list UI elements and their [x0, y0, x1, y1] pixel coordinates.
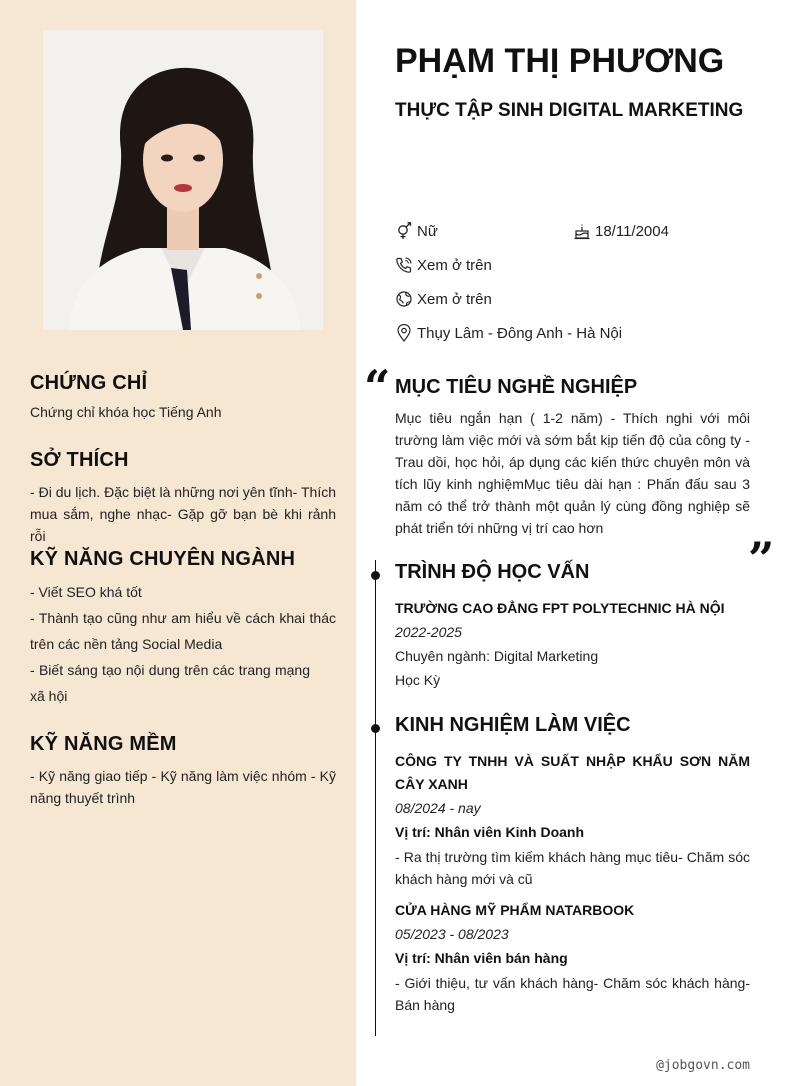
soft-skills-text: - Kỹ năng giao tiếp - Kỹ năng làm việc nhóm - Kỹ năng thuyết trình: [30, 768, 336, 806]
watermark: @jobgovn.com: [656, 1058, 750, 1073]
hard-skills-title: KỸ NĂNG CHUYÊN NGÀNH: [30, 548, 296, 570]
timeline-dot: [371, 724, 380, 733]
school-name: TRƯỜNG CAO ĐẲNG FPT POLYTECHNIC HÀ NỘI: [395, 600, 725, 616]
job-description: - Ra thị trường tìm kiếm khách hàng mục tiêu- Chăm sóc khách hàng mới và cũ: [395, 849, 750, 887]
objective-text: Mục tiêu ngắn hạn ( 1-2 năm) - Thích nghi với môi trường làm việc mới và sớm bắt kịp tiến độ của công ty - Trau dồi, học hỏi, áp dụng các kiến thức chuyên môn và tích lũy kinh nghiệmMục tiêu dài hạn : Phấn đấu sau 3 năm có thể trở thành một quản lý cùng đồng nghiệp sẽ phát triển tới những vị trí cao hơn: [395, 410, 750, 536]
open-quote-icon: “: [364, 360, 391, 414]
job-period: 08/2024 - nay: [395, 800, 481, 816]
candidate-name: PHẠM THỊ PHƯƠNG: [395, 42, 725, 80]
experience-title: KINH NGHIỆM LÀM VIỆC: [395, 714, 631, 736]
hobbies-title: SỞ THÍCH: [30, 449, 129, 471]
timeline-dot: [371, 571, 380, 580]
phone-row: [395, 256, 492, 274]
soft-skills-section: [30, 733, 336, 809]
experience-item: [395, 899, 750, 1016]
hobbies-section: [30, 449, 336, 547]
job-description: - Giới thiệu, tư vấn khách hàng- Chăm sóc khách hàng- Bán hàng: [395, 975, 750, 1013]
sidebar: [0, 0, 356, 1086]
job-role: Vị trí: Nhân viên Kinh Doanh: [395, 824, 585, 840]
education-major: Chuyên ngành: Digital Marketing: [395, 648, 599, 664]
birthday-row: [573, 222, 669, 240]
cake-icon: [573, 222, 591, 240]
phone-value: Xem ở trên: [417, 256, 492, 274]
website-row: [395, 290, 492, 308]
hard-skill-item: - Thành tạo cũng như am hiểu về cách khai thác trên các nền tảng Social Media: [30, 610, 336, 652]
certificates-title: CHỨNG CHỈ: [30, 372, 148, 394]
hobbies-text: - Đi du lịch. Đặc biệt là những nơi yên tĩnh- Thích mua sắm, nghe nhạc- Gặp gỡ bạn bè khi rảnh rỗi: [30, 484, 336, 544]
experience-item: [395, 750, 750, 890]
certificates-text: Chứng chỉ khóa học Tiếng Anh: [30, 404, 222, 420]
gender-row: [395, 222, 438, 240]
education-period: 2022-2025: [395, 624, 462, 640]
phone-icon: [395, 256, 413, 274]
education-item: [395, 597, 750, 692]
objective-title: MỤC TIÊU NGHỀ NGHIỆP: [395, 376, 638, 398]
address-value: Thụy Lâm - Đông Anh - Hà Nội: [417, 324, 623, 342]
address-row: [395, 324, 622, 342]
location-pin-icon: [395, 324, 413, 342]
website-value: Xem ở trên: [417, 290, 492, 308]
hard-skill-item: - Viết SEO khá tốt: [30, 584, 142, 600]
timeline-line: [375, 560, 376, 1036]
company-name: CỬA HÀNG MỸ PHẨM NATARBOOK: [395, 902, 635, 918]
soft-skills-title: KỸ NĂNG MỀM: [30, 733, 177, 755]
globe-icon: [395, 290, 413, 308]
job-period: 05/2023 - 08/2023: [395, 926, 509, 942]
close-quote-icon: ”: [748, 532, 775, 586]
job-position: THỰC TẬP SINH DIGITAL MARKETING: [395, 100, 744, 121]
certificates-section: [30, 372, 336, 423]
gender-value: Nữ: [417, 222, 438, 240]
profile-photo: [43, 30, 323, 330]
company-name: CÔNG TY TNHH VÀ SUẤT NHẬP KHẨU SƠN NĂM CÂY XANH: [395, 753, 750, 792]
gender-icon: [395, 222, 413, 240]
birthday-value: 18/11/2004: [595, 222, 669, 240]
education-title: TRÌNH ĐỘ HỌC VẤN: [395, 561, 590, 583]
main-content: [356, 0, 790, 1086]
hard-skill-item: - Biết sáng tạo nội dung trên các trang mạng xã hội: [30, 662, 310, 704]
education-note: Học Kỳ: [395, 672, 441, 688]
job-role: Vị trí: Nhân viên bán hàng: [395, 950, 568, 966]
hard-skills-section: [30, 548, 336, 709]
